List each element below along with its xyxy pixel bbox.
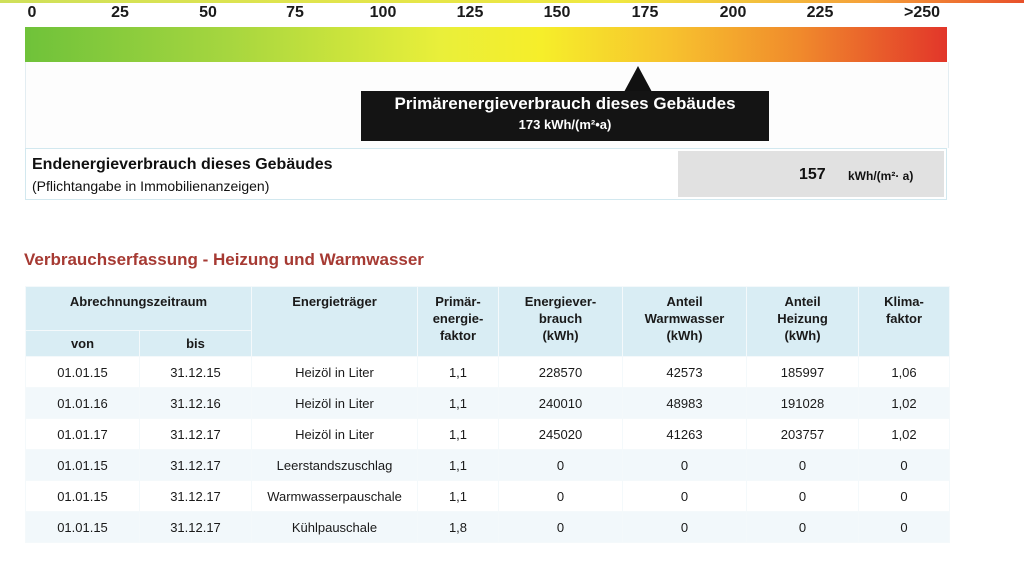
cell-heating: 0 — [747, 450, 859, 481]
cell-factor: 1,8 — [418, 512, 499, 543]
scale-tick-label: 100 — [369, 4, 397, 21]
scale-tick-label: 25 — [111, 4, 129, 21]
scale-tick-label: 225 — [806, 4, 834, 21]
table-row — [26, 419, 950, 450]
end-energy-value-box — [678, 151, 944, 197]
cell-climate: 0 — [859, 450, 950, 481]
end-energy-title: Endenergieverbrauch dieses Gebäudes — [32, 156, 333, 173]
scale-tick-label: 150 — [543, 4, 571, 21]
cell-climate: 0 — [859, 512, 950, 543]
header-climate: Klima- faktor — [859, 287, 950, 357]
cell-von: 01.01.16 — [26, 388, 140, 419]
header-heating: Anteil Heizung (kWh) — [747, 287, 859, 357]
cell-climate: 1,06 — [859, 357, 950, 388]
cell-water: 0 — [623, 450, 747, 481]
cell-consumption: 245020 — [499, 419, 623, 450]
cell-consumption: 240010 — [499, 388, 623, 419]
cell-carrier: Kühlpauschale — [252, 512, 418, 543]
scale-tick-label: 125 — [456, 4, 484, 21]
header-factor: Primär- energie- faktor — [418, 287, 499, 357]
end-energy-value: 157 — [799, 166, 826, 183]
top-color-strip — [0, 0, 1024, 3]
cell-carrier: Heizöl in Liter — [252, 388, 418, 419]
cell-heating: 185997 — [747, 357, 859, 388]
scale-tick-label: 200 — [719, 4, 747, 21]
cell-consumption: 228570 — [499, 357, 623, 388]
cell-carrier: Leerstandszuschlag — [252, 450, 418, 481]
header-carrier: Energieträger — [252, 287, 418, 357]
header-period: Abrechnungszeitraum — [26, 287, 252, 331]
energy-gradient-bar — [25, 27, 947, 62]
cell-climate: 0 — [859, 481, 950, 512]
scale-tick-label: >250 — [903, 4, 941, 21]
consumption-table — [25, 286, 950, 543]
header-warm-water: Anteil Warmwasser (kWh) — [623, 287, 747, 357]
scale-tick-label: 0 — [27, 4, 37, 21]
cell-water: 42573 — [623, 357, 747, 388]
table-row — [26, 357, 950, 388]
cell-water: 0 — [623, 481, 747, 512]
cell-bis: 31.12.17 — [140, 419, 252, 450]
primary-energy-title: Primärenergieverbrauch dieses Gebäudes — [394, 94, 736, 113]
cell-von: 01.01.17 — [26, 419, 140, 450]
scale-tick-label: 50 — [199, 4, 217, 21]
cell-carrier: Heizöl in Liter — [252, 357, 418, 388]
cell-factor: 1,1 — [418, 357, 499, 388]
cell-bis: 31.12.16 — [140, 388, 252, 419]
cell-bis: 31.12.17 — [140, 512, 252, 543]
cell-climate: 1,02 — [859, 419, 950, 450]
cell-bis: 31.12.15 — [140, 357, 252, 388]
pointer-arrow-icon — [624, 66, 652, 92]
cell-carrier: Warmwasserpauschale — [252, 481, 418, 512]
cell-water: 0 — [623, 512, 747, 543]
cell-water: 41263 — [623, 419, 747, 450]
cell-heating: 0 — [747, 481, 859, 512]
cell-heating: 0 — [747, 512, 859, 543]
cell-von: 01.01.15 — [26, 512, 140, 543]
table-row — [26, 481, 950, 512]
cell-factor: 1,1 — [418, 419, 499, 450]
energy-scale-labels — [0, 4, 1024, 24]
scale-tick-label: 75 — [286, 4, 304, 21]
table-row — [26, 512, 950, 543]
cell-heating: 203757 — [747, 419, 859, 450]
cell-von: 01.01.15 — [26, 481, 140, 512]
header-consumption: Energiever- brauch (kWh) — [499, 287, 623, 357]
section-title: Verbrauchserfassung - Heizung und Warmwasser — [24, 250, 424, 269]
cell-climate: 1,02 — [859, 388, 950, 419]
primary-energy-value: 173 kWh/(m²•a) — [518, 117, 612, 132]
cell-factor: 1,1 — [418, 481, 499, 512]
cell-factor: 1,1 — [418, 450, 499, 481]
table-row — [26, 450, 950, 481]
cell-bis: 31.12.17 — [140, 481, 252, 512]
cell-water: 48983 — [623, 388, 747, 419]
cell-consumption: 0 — [499, 450, 623, 481]
cell-von: 01.01.15 — [26, 450, 140, 481]
cell-consumption: 0 — [499, 512, 623, 543]
cell-heating: 191028 — [747, 388, 859, 419]
primary-energy-box — [361, 91, 769, 141]
header-bis: bis — [140, 331, 252, 357]
cell-bis: 31.12.17 — [140, 450, 252, 481]
table-row — [26, 388, 950, 419]
end-energy-note: (Pflichtangabe in Immobilienanzeigen) — [32, 178, 270, 194]
end-energy-unit: kWh/(m²· a) — [848, 169, 914, 183]
header-von: von — [26, 331, 140, 357]
end-energy-panel — [25, 148, 947, 200]
scale-tick-label: 175 — [631, 4, 659, 21]
cell-von: 01.01.15 — [26, 357, 140, 388]
cell-consumption: 0 — [499, 481, 623, 512]
cell-factor: 1,1 — [418, 388, 499, 419]
cell-carrier: Heizöl in Liter — [252, 419, 418, 450]
